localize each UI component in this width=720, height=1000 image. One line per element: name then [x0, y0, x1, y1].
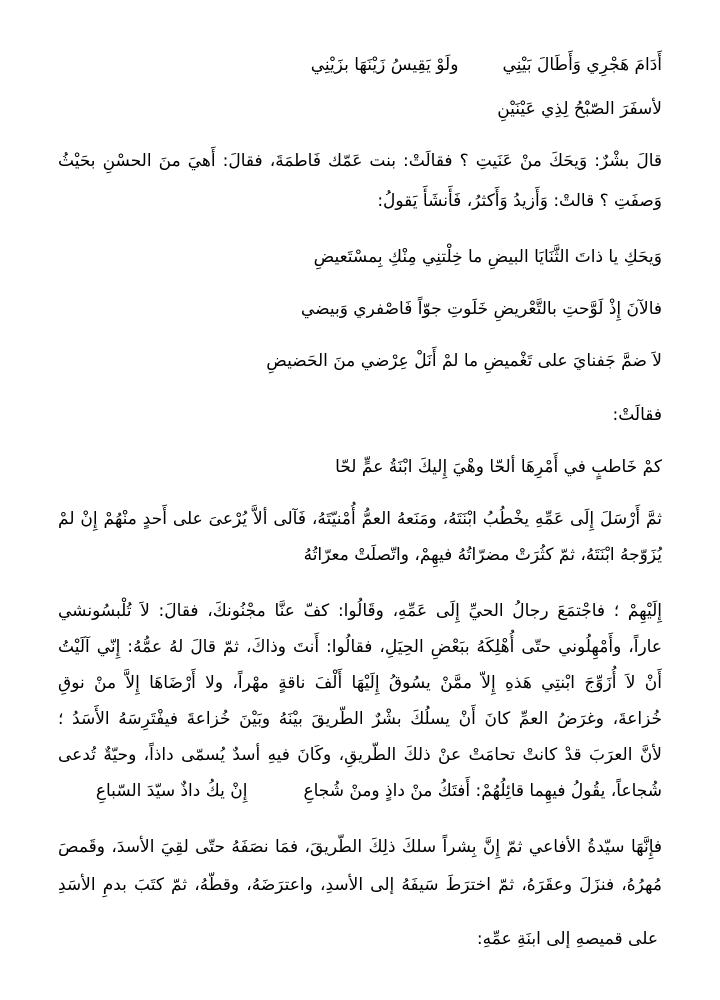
verse-hemistich: إِنْ يكُ داذٌ سيّدَ السّباعِ	[95, 781, 248, 801]
verse-line: لأسفَرَ الصّبْحُ لِذِي عَيْنَيْنِ	[497, 99, 662, 119]
paragraph-line: يُزَوّجهُ ابْنَتَهُ، ثمّ كثُرَتْ مضرّاتُهُ فيهِمْ، واتّصلَتْ معرّاتُهُ	[303, 545, 662, 565]
verse-line: كمْ خَاطبٍ في أَمْرِهَا ألحّا وهْيَ إِليكَ ابْنَةُ عمٍّ لحّا	[335, 457, 662, 477]
verse-line: فالآنَ إِذْ لَوَّحتِ بالتَّعْريضِ خَلَوتِ جوّاً فَاصْفري وَبيضي	[300, 299, 662, 319]
paragraph-line: فإِنَّهَا سيّدةُ الأفاعي ثمّ إِنَّ بِشراً سلكَ ذلِكَ الطّريقَ، فمَا نصَفَهُ حتّى لقِيَ الأسدَ، وقَمصَ	[58, 837, 662, 857]
paragraph-line: إِلَيْهِمْ ؛ فاجْتمَعَ رجالُ الحيِّ إِلَى عَمِّهِ، وقَالُوا: كفّ عنَّا مجْنُونكَ، فقالَ: لاَ تُلْبسُونشي	[58, 601, 662, 621]
paragraph-line	[58, 778, 662, 804]
paragraph-line: على قميصهِ إلى ابنَةِ عمِّهِ:	[476, 929, 658, 949]
paragraph-line: عاراً، وأَمْهِلُوني حتّى أُهْلِكَهُ ببَعْضِ الحِيَلِ، فقالُوا: أَنتَ وذاكَ، ثمّ قالَ لهُ عمُّهُ: إِنّي آلَيْتُ	[58, 637, 662, 657]
verse-hemistich: أَدَامَ هَجْرِي وَأَطَالَ بَيْنِي	[502, 55, 662, 75]
verse-line	[58, 52, 662, 78]
paragraph-line: أَنْ لاَ أُزَوِّجَ ابْنتِي هَذهِ إِلاّ ممَّنْ يسُوقُ إِلَيْهَا أَلْفَ ناقةٍ مهْراً، ولا أَرْضَاهَا إِلاَّ منْ نوقِ	[58, 673, 662, 693]
prose-segment: شُجاعاً، يقُولُ فيهِما قائِلُهُمْ: أَفتَكُ منْ داذٍ ومنْ شُجاعِ	[303, 781, 662, 801]
speaker-line: فقالَتْ:	[612, 405, 662, 425]
verse-hemistich: ولَوْ يَقِيسُ زَيْنَهَا بزَيْنِي	[310, 55, 459, 75]
paragraph-line: قالَ بشْرٌ: وَيحَكَ منْ عَنَيتِ ؟ فقالَتْ: بنت عَمّك فَاطمَةَ، فقالَ: أَهيَ منَ الحسْنِ بحَيْثُ	[58, 151, 662, 171]
paragraph-line: ثمَّ أَرْسَلَ إِلَى عَمِّهِ يخْطُبُ ابْنَتَهُ، ومَنَعهُ العمُّ أُمْنيّتَهُ، فَآلى ألاَّ يُرْعىَ على أَحدٍ منْهُمْ إِنْ لمْ	[58, 509, 662, 529]
verse-line: لاَ ضمَّ جَفنايَ على تَغْميضِ ما لمْ أَنَلْ عِرْضي منَ الحَضيضِ	[266, 351, 662, 371]
paragraph-line: وَصفَتِ ؟ قالتْ: وَأَزيدُ وَأَكثرُ، فَأَنشَأَ يَقولُ:	[377, 191, 662, 211]
paragraph-line: خُزاعةَ، وغرَضُ العمِّ كانَ أَنْ يسلُكَ بشْرٌ الطّريقَ بيْنَهُ وبَيْنَ خُزاعةَ فيفْتَرِسَهُ الأَسَدُ ؛	[58, 709, 662, 729]
verse-line: وَيحَكِ يا ذاتَ الثَّنَايَا البيضِ ما خِلْتنِي مِنْكِ بِمسْتَعيضِ	[313, 247, 662, 267]
paragraph-line: لأنَّ العرَبَ قدْ كانتْ تحامَتْ عنْ ذلكَ الطّريقِ، وكَانَ فيهِ أسدٌ يُسمّى داذاً، وحيّةٌ تُدعى	[58, 745, 662, 765]
paragraph-line: مُهرُهُ، فنزَلَ وعقَرَهُ، ثمّ اخترَطَ سَيفَهُ إلى الأسدِ، واعترَضَهُ، وقطّهُ، ثمّ كتَبَ بدمِ الأسَدِ	[58, 875, 662, 895]
